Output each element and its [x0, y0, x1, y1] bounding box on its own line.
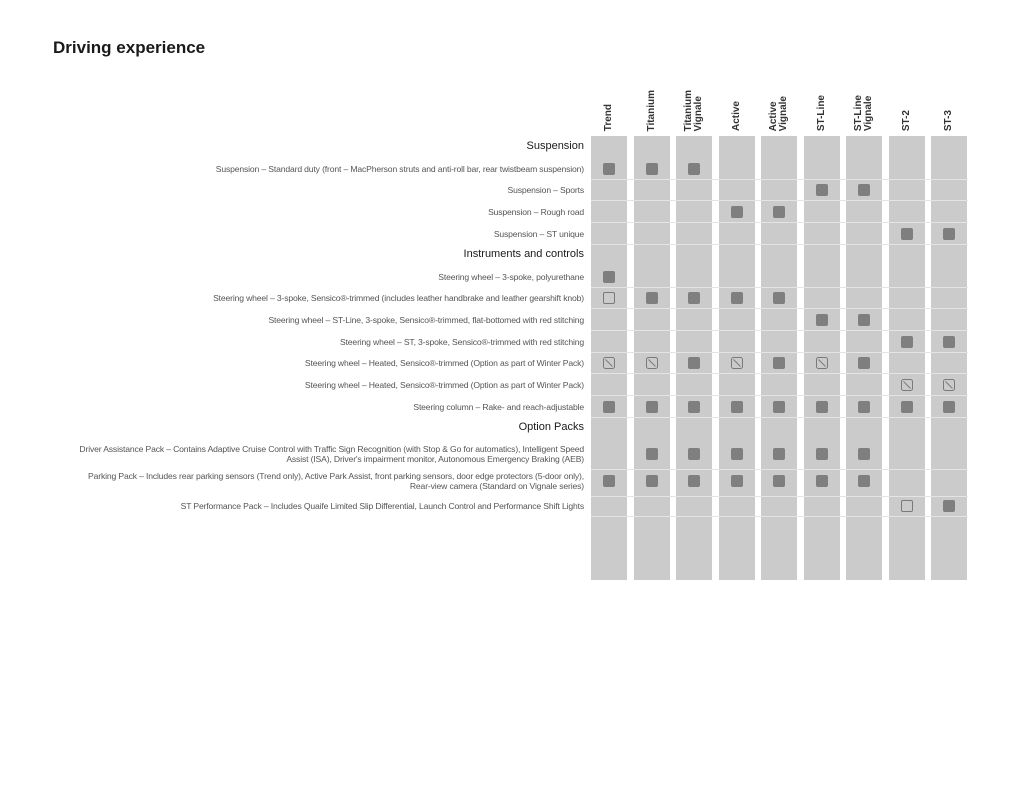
standard-square-icon	[858, 184, 870, 196]
standard-square-icon	[858, 357, 870, 369]
option-square-icon	[901, 500, 913, 512]
standard-square-icon	[646, 475, 658, 487]
standard-square-icon	[646, 163, 658, 175]
standard-square-icon	[816, 448, 828, 460]
feature-label: Steering wheel – Heated, Sensico®-trimmed (Option as part of Winter Pack)	[304, 380, 584, 390]
column-header-label: ST-2	[901, 109, 912, 131]
column-header-label: Active	[731, 100, 742, 131]
column-header-label: Trend	[603, 103, 614, 131]
column-header	[804, 71, 840, 131]
feature-label: Suspension – Standard duty (front – MacPherson struts and anti-roll bar, rear twistbeam suspension)	[215, 164, 584, 174]
standard-square-icon	[816, 475, 828, 487]
standard-square-icon	[646, 448, 658, 460]
not-available-icon	[901, 379, 913, 391]
row-divider	[591, 516, 968, 517]
row-divider	[591, 395, 968, 396]
standard-square-icon	[773, 448, 785, 460]
standard-square-icon	[688, 448, 700, 460]
standard-square-icon	[858, 475, 870, 487]
page-title: Driving experience	[53, 38, 206, 57]
column-header	[931, 71, 967, 131]
column-header	[719, 71, 755, 131]
column-header	[761, 71, 797, 131]
feature-label: Steering wheel – ST, 3-spoke, Sensico®-trimmed with red stitching	[339, 337, 584, 347]
not-available-icon	[816, 357, 828, 369]
standard-square-icon	[731, 448, 743, 460]
column-header-label: ST-3	[943, 109, 954, 131]
feature-label: Steering wheel – Heated, Sensico®-trimmed (Option as part of Winter Pack)	[304, 358, 584, 368]
standard-square-icon	[773, 292, 785, 304]
standard-square-icon	[688, 292, 700, 304]
column-header	[846, 71, 882, 131]
column-header	[634, 71, 670, 131]
standard-square-icon	[943, 500, 955, 512]
feature-label: Suspension – ST unique	[493, 229, 584, 239]
standard-square-icon	[901, 336, 913, 348]
standard-square-icon	[603, 401, 615, 413]
feature-label: Steering wheel – 3-spoke, polyurethane	[438, 272, 584, 282]
row-divider	[591, 330, 968, 331]
standard-square-icon	[603, 271, 615, 283]
feature-label: Steering wheel – ST-Line, 3-spoke, Sensico®-trimmed, flat-bottomed with red stitching	[268, 315, 584, 325]
not-available-icon	[943, 379, 955, 391]
section-title: Instruments and controls	[463, 248, 584, 260]
standard-square-icon	[773, 206, 785, 218]
row-divider	[591, 352, 968, 353]
column-header-label: Titanium	[646, 89, 657, 131]
row-divider	[591, 179, 968, 180]
section-title: Suspension	[526, 140, 584, 152]
not-available-icon	[603, 357, 615, 369]
standard-square-icon	[901, 228, 913, 240]
feature-label: Driver Assistance Pack – Contains Adaptive Cruise Control with Traffic Sign Recognition (with Stop & Go for automatics), Intelligent Speed Assist (ISA), Driver's impairment monitor, Autonomous Emergency Braking (AEB)	[79, 444, 584, 464]
standard-square-icon	[816, 401, 828, 413]
standard-square-icon	[731, 292, 743, 304]
row-divider	[591, 308, 968, 309]
column-background	[931, 136, 967, 580]
column-header	[889, 71, 925, 131]
standard-square-icon	[731, 401, 743, 413]
standard-square-icon	[646, 292, 658, 304]
section-title: Option Packs	[518, 421, 584, 433]
feature-label: Suspension – Sports	[507, 185, 584, 195]
standard-square-icon	[773, 475, 785, 487]
standard-square-icon	[858, 401, 870, 413]
column-header-label: ST-Line Vignale	[853, 94, 874, 131]
feature-label: Steering column – Rake- and reach-adjustable	[413, 402, 584, 412]
standard-square-icon	[603, 475, 615, 487]
column-header-label: Active Vignale	[768, 95, 789, 131]
column-header	[676, 71, 712, 131]
column-header-label: ST-Line	[816, 94, 827, 131]
standard-square-icon	[943, 336, 955, 348]
row-divider	[591, 373, 968, 374]
feature-label: Parking Pack – Includes rear parking sensors (Trend only), Active Park Assist, front parking sensors, door edge protectors (5-door only), Rear-view camera (Standard on Vignale series)	[88, 471, 584, 491]
row-divider	[591, 200, 968, 201]
standard-square-icon	[688, 163, 700, 175]
row-divider	[591, 496, 968, 497]
standard-square-icon	[646, 401, 658, 413]
not-available-icon	[731, 357, 743, 369]
standard-square-icon	[858, 314, 870, 326]
standard-square-icon	[943, 401, 955, 413]
column-header	[591, 71, 627, 131]
feature-label: Suspension – Rough road	[488, 207, 584, 217]
not-available-icon	[646, 357, 658, 369]
column-background	[889, 136, 925, 580]
standard-square-icon	[858, 448, 870, 460]
option-square-icon	[603, 292, 615, 304]
row-divider	[591, 287, 968, 288]
standard-square-icon	[688, 357, 700, 369]
row-divider	[591, 469, 968, 470]
standard-square-icon	[688, 401, 700, 413]
standard-square-icon	[688, 475, 700, 487]
standard-square-icon	[731, 206, 743, 218]
feature-label: ST Performance Pack – Includes Quaife Limited Slip Differential, Launch Control and Performance Shift Lights	[180, 501, 584, 511]
standard-square-icon	[943, 228, 955, 240]
standard-square-icon	[603, 163, 615, 175]
standard-square-icon	[773, 401, 785, 413]
feature-label: Steering wheel – 3-spoke, Sensico®-trimmed (includes leather handbrake and leather gearshift knob)	[213, 293, 584, 303]
row-divider	[591, 222, 968, 223]
standard-square-icon	[773, 357, 785, 369]
standard-square-icon	[731, 475, 743, 487]
row-divider	[591, 417, 968, 418]
row-divider	[591, 244, 968, 245]
standard-square-icon	[901, 401, 913, 413]
column-header-label: Titanium Vignale	[683, 89, 704, 131]
standard-square-icon	[816, 184, 828, 196]
standard-square-icon	[816, 314, 828, 326]
